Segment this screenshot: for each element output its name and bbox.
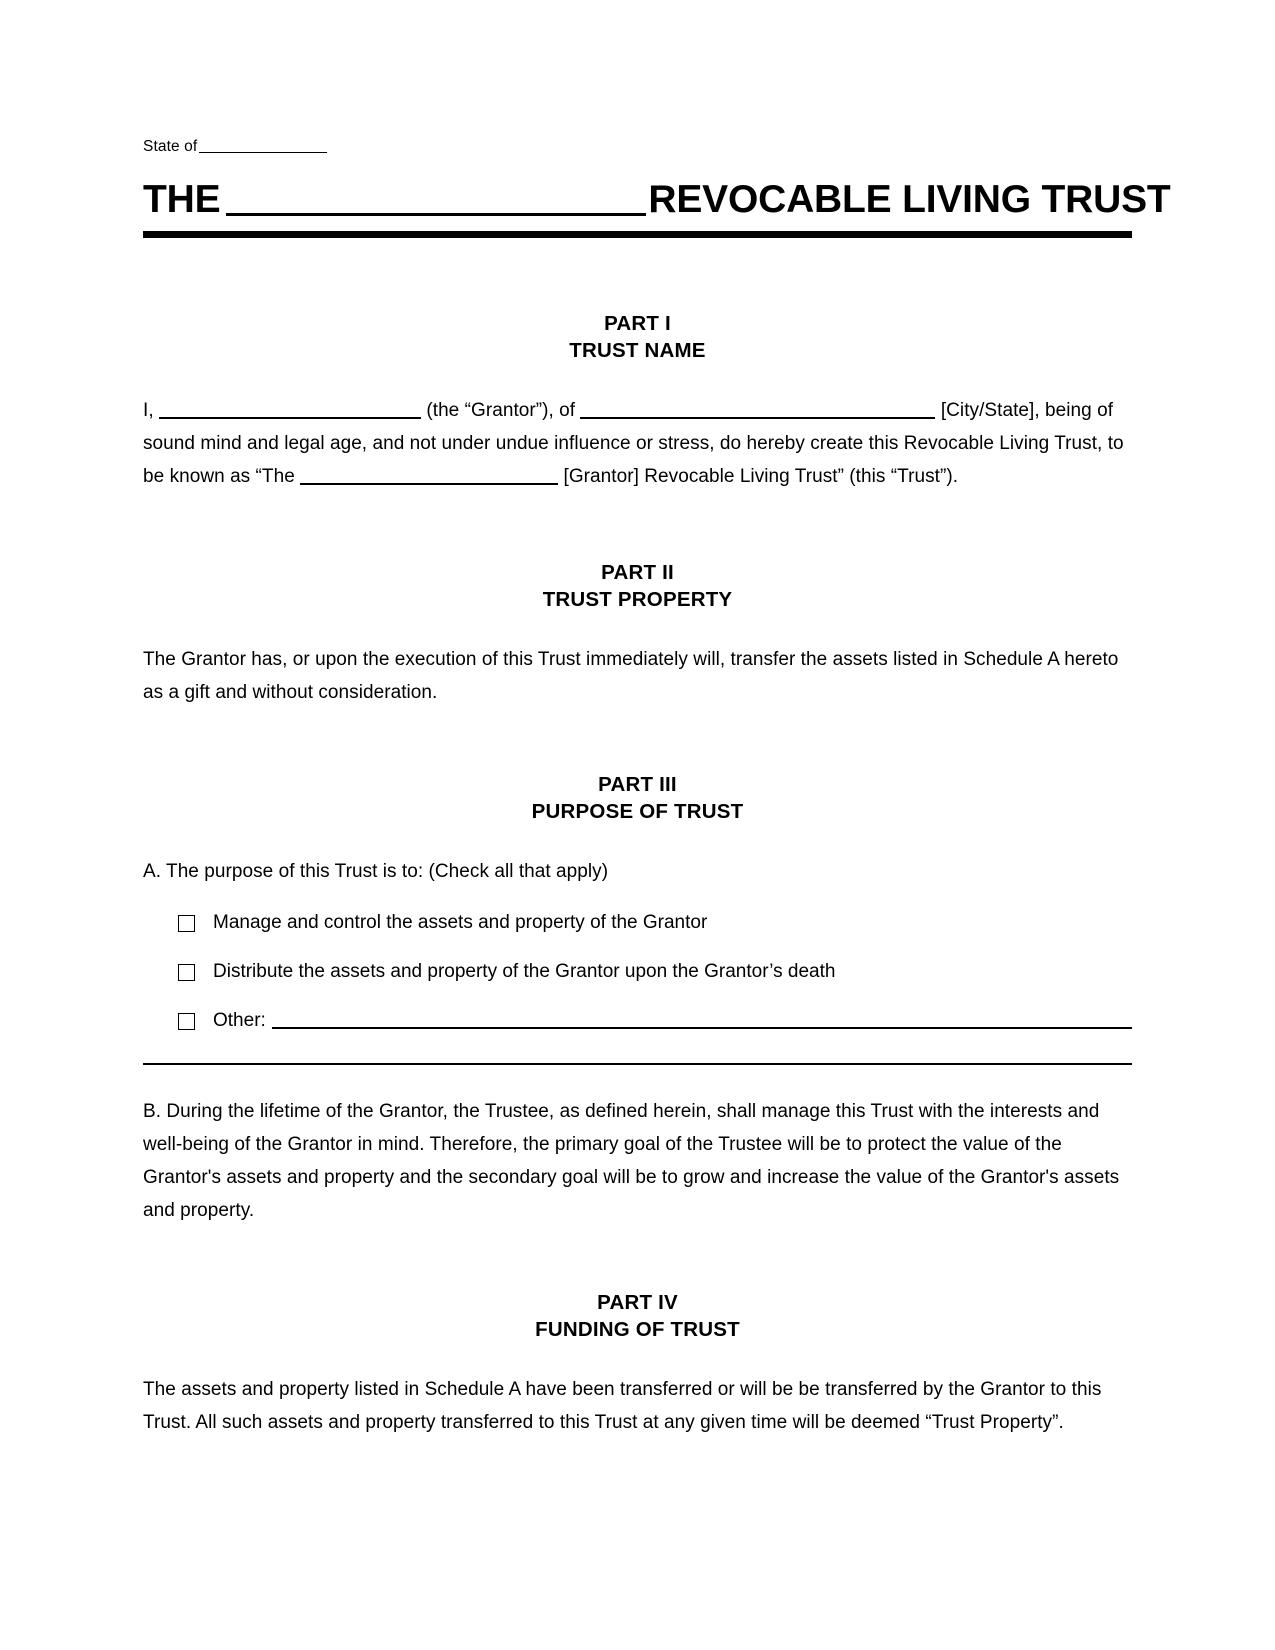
part-4-body: The assets and property listed in Schedule A have been transferred or will be be transferred by the Grantor to this Trust. All such assets and property transferred to this Trust at any given time will be deemed “Trust Property”. (143, 1379, 1102, 1433)
checkbox-label: Distribute the assets and property of the Grantor upon the Grantor’s death (213, 961, 836, 982)
part-3-item-b: B. During the lifetime of the Grantor, the Trustee, as defined herein, shall manage this Trust with the interests and well-being of the Grantor in mind. Therefore, the primary goal of the Trustee will be to protect the value of the Grantor's assets and property and the secondary goal will be to grow and increase the value of the Grantor's assets and property. (143, 1101, 1120, 1221)
state-line (143, 138, 1132, 156)
part-4-number: PART IV (597, 1291, 678, 1314)
part-1-name: TRUST NAME (569, 339, 706, 362)
part-2-name: TRUST PROPERTY (542, 588, 733, 611)
document-title (143, 177, 1171, 223)
part-2-number: PART II (601, 561, 674, 584)
state-blank-field[interactable] (199, 152, 327, 153)
checkbox-icon[interactable] (178, 915, 195, 932)
checkbox-icon[interactable] (178, 964, 195, 981)
grantor-name-blank-field[interactable] (159, 417, 421, 419)
part-1-text-b: (the “Grantor”), of (426, 400, 576, 421)
part-3-number: PART III (598, 773, 677, 796)
title-prefix: THE (143, 178, 221, 221)
trust-name-blank-field[interactable] (226, 213, 646, 216)
checkbox-label: Manage and control the assets and property of the Grantor (213, 912, 708, 933)
part-2-body: The Grantor has, or upon the execution of this Trust immediately will, transfer the assets listed in Schedule A hereto as a gift and without consideration. (143, 649, 1119, 703)
title-divider (143, 231, 1132, 238)
city-state-blank-field[interactable] (580, 417, 935, 419)
state-label: State of (143, 138, 198, 155)
checkbox-label-other: Other: (213, 1010, 266, 1031)
part-1-text-a: I, (143, 400, 154, 421)
purpose-checkbox-list (143, 906, 1132, 1065)
checkbox-icon[interactable] (178, 1013, 195, 1030)
title-suffix: REVOCABLE LIVING TRUST (648, 178, 1171, 221)
part-1-body (143, 394, 1132, 493)
part-1-number: PART I (604, 312, 671, 335)
part-3-name: PURPOSE OF TRUST (531, 800, 744, 823)
part-1-text-c: [City/State], being of sound mind and legal age, and not under undue influence or stress, do hereby create this Revocable Living Trust, to be known as “The (143, 400, 1124, 487)
checkbox-option-manage[interactable] (143, 906, 1132, 939)
checkbox-option-other[interactable] (143, 1004, 1132, 1037)
trust-title-blank-field[interactable] (300, 483, 558, 485)
part-4-name: FUNDING OF TRUST (535, 1318, 740, 1341)
part-3-item-a: A. The purpose of this Trust is to: (Check all that apply) (143, 861, 609, 882)
checkbox-option-distribute[interactable] (143, 955, 1132, 988)
part-1-text-d: [Grantor] Revocable Living Trust” (this “Trust”). (563, 466, 959, 487)
other-purpose-blank-field[interactable] (272, 1004, 1132, 1029)
